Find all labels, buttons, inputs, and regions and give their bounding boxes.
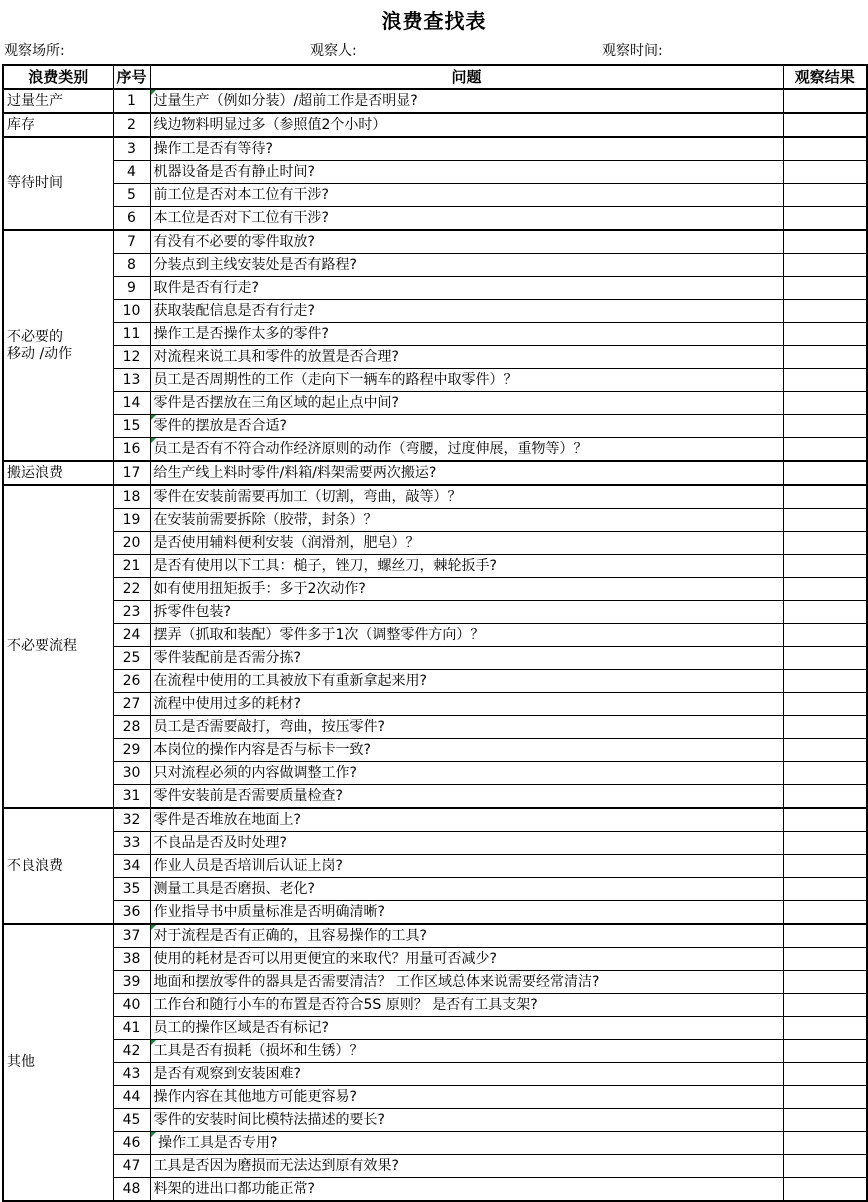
- row-number-cell: 33: [113, 832, 150, 855]
- table-row: [3, 346, 867, 369]
- row-number-cell: 30: [113, 762, 150, 785]
- row-number-cell: 12: [113, 346, 150, 369]
- question-cell: 在流程中使用的工具被放下有重新拿起来用?: [150, 670, 783, 693]
- table-row: [3, 832, 867, 855]
- question-cell: 作业人员是否培训后认证上岗?: [150, 855, 783, 878]
- row-number-cell: 15: [113, 415, 150, 438]
- question-cell: 拆零件包装?: [150, 601, 783, 624]
- result-cell[interactable]: [783, 230, 867, 254]
- row-number-cell: 4: [113, 161, 150, 184]
- table-row: [3, 1109, 867, 1132]
- row-number-cell: 7: [113, 230, 150, 254]
- question-cell: 是否使用辅料便利安装（润滑剂，肥皂）？: [150, 532, 783, 555]
- observation-site-label: 观察场所:: [4, 43, 65, 59]
- result-cell[interactable]: [783, 808, 867, 832]
- table-row: [3, 1155, 867, 1178]
- category-label: 不必要流程: [7, 638, 77, 654]
- question-cell: 员工是否周期性的工作（走向下一辆车的路程中取零件）？: [150, 369, 783, 392]
- result-cell[interactable]: [783, 716, 867, 739]
- row-number-cell: 46: [113, 1132, 150, 1155]
- row-number-cell: 37: [113, 924, 150, 948]
- category-cell: [3, 89, 113, 113]
- table-row: [3, 762, 867, 785]
- result-cell[interactable]: [783, 485, 867, 509]
- row-number-cell: 23: [113, 601, 150, 624]
- result-cell[interactable]: [783, 924, 867, 948]
- category-label: 移动 /动作: [7, 345, 73, 362]
- result-cell[interactable]: [783, 207, 867, 231]
- table-row: [3, 1132, 867, 1155]
- row-number-cell: 6: [113, 207, 150, 231]
- row-number-cell: 1: [113, 89, 150, 113]
- observation-time-label: 观察时间:: [602, 43, 663, 59]
- result-cell[interactable]: [783, 137, 867, 161]
- row-number-cell: 25: [113, 647, 150, 670]
- result-cell[interactable]: [783, 509, 867, 532]
- result-cell[interactable]: [783, 832, 867, 855]
- question-cell: 零件装配前是否需分拣?: [150, 647, 783, 670]
- row-number-cell: 17: [113, 461, 150, 485]
- question-cell: 零件的安装时间比模特法描述的要长?: [150, 1109, 783, 1132]
- observer-label: 观察人:: [310, 43, 357, 59]
- table-row: [3, 785, 867, 809]
- question-cell: 如有使用扭矩扳手：多于2次动作?: [150, 578, 783, 601]
- category-label: 搬运浪费: [7, 464, 63, 481]
- question-cell: 前工位是否对本工位有干涉?: [150, 184, 783, 207]
- table-row: [3, 300, 867, 323]
- result-cell[interactable]: [783, 948, 867, 971]
- table-row: [3, 137, 867, 161]
- category-label: 不良浪费: [7, 857, 63, 874]
- question-cell: 测量工具是否磨损、老化?: [150, 878, 783, 901]
- result-cell[interactable]: [783, 346, 867, 369]
- row-number-cell: 8: [113, 254, 150, 277]
- question-cell: 对流程来说工具和零件的放置是否合理?: [150, 346, 783, 369]
- result-cell[interactable]: [783, 739, 867, 762]
- result-cell[interactable]: [783, 693, 867, 716]
- question-cell: 操作内容在其他地方可能更容易?: [150, 1086, 783, 1109]
- category-label: 等待时间: [7, 175, 63, 191]
- table-row: [3, 277, 867, 300]
- table-row: [3, 207, 867, 231]
- category-cell: [3, 230, 113, 461]
- category-cell: [3, 137, 113, 230]
- row-number-cell: 20: [113, 532, 150, 555]
- result-cell[interactable]: [783, 277, 867, 300]
- table-row: [3, 994, 867, 1017]
- row-number-cell: 28: [113, 716, 150, 739]
- category-label: 其他: [7, 1054, 35, 1070]
- row-number-cell: 14: [113, 392, 150, 415]
- table-row: [3, 532, 867, 555]
- result-cell[interactable]: [783, 1063, 867, 1086]
- question-cell: 分装点到主线安装处是否有路程?: [150, 254, 783, 277]
- question-cell: 在安装前需要拆除（胶带，封条）？: [150, 509, 783, 532]
- result-cell[interactable]: [783, 1178, 867, 1202]
- result-cell[interactable]: [783, 184, 867, 207]
- table-row: [3, 555, 867, 578]
- result-cell[interactable]: [783, 785, 867, 809]
- question-cell: 本岗位的操作内容是否与标卡一致?: [150, 739, 783, 762]
- table-row: [3, 509, 867, 532]
- result-cell[interactable]: [783, 994, 867, 1017]
- result-cell[interactable]: [783, 1086, 867, 1109]
- result-cell[interactable]: [783, 254, 867, 277]
- question-cell: 地面和摆放零件的器具是否需要清洁？ 工作区域总体来说需要经常清洁?: [150, 971, 783, 994]
- question-cell: 流程中使用过多的耗材?: [150, 693, 783, 716]
- row-number-cell: 48: [113, 1178, 150, 1202]
- table-row: [3, 1178, 867, 1202]
- row-number-cell: 19: [113, 509, 150, 532]
- table-row: [3, 1040, 867, 1063]
- row-number-cell: 29: [113, 739, 150, 762]
- table-row: [3, 670, 867, 693]
- table-row: [3, 461, 867, 485]
- row-number-cell: 44: [113, 1086, 150, 1109]
- meta-row: [0, 40, 868, 60]
- result-cell[interactable]: [783, 578, 867, 601]
- result-cell[interactable]: [783, 971, 867, 994]
- category-label: 库存: [7, 116, 35, 133]
- table-row: [3, 601, 867, 624]
- result-cell[interactable]: [783, 670, 867, 693]
- result-cell[interactable]: [783, 532, 867, 555]
- table-row: [3, 369, 867, 392]
- table-row: [3, 647, 867, 670]
- question-cell: 给生产线上料时零件/料箱/料架需要两次搬运?: [150, 461, 783, 485]
- result-cell[interactable]: [783, 762, 867, 785]
- question-cell: 不良品是否及时处理?: [150, 832, 783, 855]
- result-cell[interactable]: [783, 1017, 867, 1040]
- result-cell[interactable]: [783, 392, 867, 415]
- question-cell: 零件是否堆放在地面上?: [150, 808, 783, 832]
- table-row: [3, 693, 867, 716]
- row-number-cell: 32: [113, 808, 150, 832]
- table-row: [3, 971, 867, 994]
- row-number-cell: 34: [113, 855, 150, 878]
- category-cell: [3, 461, 113, 485]
- row-number-cell: 18: [113, 485, 150, 509]
- category-cell: [3, 485, 113, 808]
- question-cell: 获取装配信息是否有行走?: [150, 300, 783, 323]
- row-number-cell: 21: [113, 555, 150, 578]
- question-cell: 工具是否因为磨损而无法达到原有效果?: [150, 1155, 783, 1178]
- question-cell: 使用的耗材是否可以用更便宜的来取代？用量可否减少?: [150, 948, 783, 971]
- question-cell: 过量生产（例如分装）/超前工作是否明显?: [150, 89, 783, 113]
- question-cell: 零件安装前是否需要质量检查?: [150, 785, 783, 809]
- row-number-cell: 41: [113, 1017, 150, 1040]
- question-cell: 员工的操作区域是否有标记?: [150, 1017, 783, 1040]
- table-row: [3, 230, 867, 254]
- question-cell: 取件是否有行走?: [150, 277, 783, 300]
- result-cell[interactable]: [783, 624, 867, 647]
- result-cell[interactable]: [783, 878, 867, 901]
- col-header-no: 序号: [113, 65, 150, 89]
- result-cell[interactable]: [783, 1132, 867, 1155]
- table-row: [3, 855, 867, 878]
- table-row: [3, 739, 867, 762]
- table-row: [3, 323, 867, 346]
- page-title: 浪费查找表: [381, 9, 487, 33]
- question-cell: 操作工是否操作太多的零件?: [150, 323, 783, 346]
- row-number-cell: 45: [113, 1109, 150, 1132]
- category-cell: [3, 924, 113, 1201]
- category-cell: [3, 113, 113, 137]
- row-number-cell: 26: [113, 670, 150, 693]
- table-row: [3, 1086, 867, 1109]
- table-row: [3, 878, 867, 901]
- question-cell: 工具是否有损耗（损坏和生锈）？: [150, 1040, 783, 1063]
- table-row: [3, 254, 867, 277]
- row-number-cell: 27: [113, 693, 150, 716]
- col-header-result: 观察结果: [783, 65, 867, 89]
- row-number-cell: 39: [113, 971, 150, 994]
- col-header-question: 问题: [150, 65, 783, 89]
- table-row: [3, 901, 867, 925]
- result-cell[interactable]: [783, 415, 867, 438]
- row-number-cell: 3: [113, 137, 150, 161]
- table-row: [3, 808, 867, 832]
- table-row: [3, 89, 867, 113]
- row-number-cell: 22: [113, 578, 150, 601]
- table-row: [3, 184, 867, 207]
- result-cell[interactable]: [783, 89, 867, 113]
- row-number-cell: 38: [113, 948, 150, 971]
- question-cell: 有没有不必要的零件取放?: [150, 230, 783, 254]
- header-row: [3, 65, 867, 89]
- category-label: 不必要的: [7, 328, 63, 345]
- question-cell: 摆弄（抓取和装配）零件多于1次（调整零件方向）？: [150, 624, 783, 647]
- row-number-cell: 10: [113, 300, 150, 323]
- question-cell: 线边物料明显过多（参照值2个小时）: [150, 113, 783, 137]
- row-number-cell: 5: [113, 184, 150, 207]
- table-row: [3, 161, 867, 184]
- result-cell[interactable]: [783, 855, 867, 878]
- table-row: [3, 485, 867, 509]
- row-number-cell: 40: [113, 994, 150, 1017]
- table-row: [3, 1017, 867, 1040]
- row-number-cell: 9: [113, 277, 150, 300]
- result-cell[interactable]: [783, 901, 867, 925]
- result-cell[interactable]: [783, 323, 867, 346]
- row-number-cell: 16: [113, 438, 150, 462]
- row-number-cell: 31: [113, 785, 150, 809]
- category-label: 过量生产: [7, 92, 63, 109]
- result-cell[interactable]: [783, 647, 867, 670]
- result-cell[interactable]: [783, 601, 867, 624]
- table-row: [3, 113, 867, 137]
- result-cell[interactable]: [783, 461, 867, 485]
- result-cell[interactable]: [783, 555, 867, 578]
- table-body: [3, 89, 867, 1201]
- result-cell[interactable]: [783, 113, 867, 137]
- question-cell: 对于流程是否有正确的，且容易操作的工具?: [150, 924, 783, 948]
- row-number-cell: 36: [113, 901, 150, 925]
- result-cell[interactable]: [783, 1155, 867, 1178]
- row-number-cell: 43: [113, 1063, 150, 1086]
- question-cell: 工作台和随行小车的布置是否符合5S 原则？ 是否有工具支架?: [150, 994, 783, 1017]
- question-cell: 只对流程必须的内容做调整工作?: [150, 762, 783, 785]
- result-cell[interactable]: [783, 300, 867, 323]
- result-cell[interactable]: [783, 1109, 867, 1132]
- row-number-cell: 11: [113, 323, 150, 346]
- question-cell: 机器设备是否有静止时间?: [150, 161, 783, 184]
- question-cell: 操作工是否有等待?: [150, 137, 783, 161]
- row-number-cell: 35: [113, 878, 150, 901]
- table-row: [3, 578, 867, 601]
- question-cell: 员工是否有不符合动作经济原则的动作（弯腰，过度伸展，重物等）？: [150, 438, 783, 462]
- table-row: [3, 438, 867, 462]
- row-number-cell: 24: [113, 624, 150, 647]
- col-header-category: 浪费类别: [3, 65, 113, 89]
- table-row: [3, 948, 867, 971]
- table-row: [3, 624, 867, 647]
- question-cell: 本工位是否对下工位有干涉?: [150, 207, 783, 231]
- category-cell: [3, 808, 113, 924]
- result-cell[interactable]: [783, 161, 867, 184]
- question-cell: 是否有观察到安装困难?: [150, 1063, 783, 1086]
- question-cell: 零件是否摆放在三角区域的起止点中间?: [150, 392, 783, 415]
- row-number-cell: 2: [113, 113, 150, 137]
- result-cell[interactable]: [783, 438, 867, 462]
- question-cell: 操作工具是否专用?: [150, 1132, 783, 1155]
- waste-check-table: [2, 64, 868, 1202]
- question-cell: 是否有使用以下工具：槌子，锉刀，螺丝刀，棘轮扳手?: [150, 555, 783, 578]
- table-row: [3, 392, 867, 415]
- question-cell: 零件的摆放是否合适?: [150, 415, 783, 438]
- table-row: [3, 716, 867, 739]
- question-cell: 零件在安装前需要再加工（切割，弯曲，敲等）？: [150, 485, 783, 509]
- row-number-cell: 47: [113, 1155, 150, 1178]
- question-cell: 员工是否需要敲打，弯曲，按压零件?: [150, 716, 783, 739]
- question-cell: 作业指导书中质量标准是否明确清晰?: [150, 901, 783, 925]
- question-cell: 料架的进出口都功能正常?: [150, 1178, 783, 1202]
- row-number-cell: 13: [113, 369, 150, 392]
- result-cell[interactable]: [783, 369, 867, 392]
- result-cell[interactable]: [783, 1040, 867, 1063]
- table-row: [3, 415, 867, 438]
- table-row: [3, 1063, 867, 1086]
- row-number-cell: 42: [113, 1040, 150, 1063]
- table-row: [3, 924, 867, 948]
